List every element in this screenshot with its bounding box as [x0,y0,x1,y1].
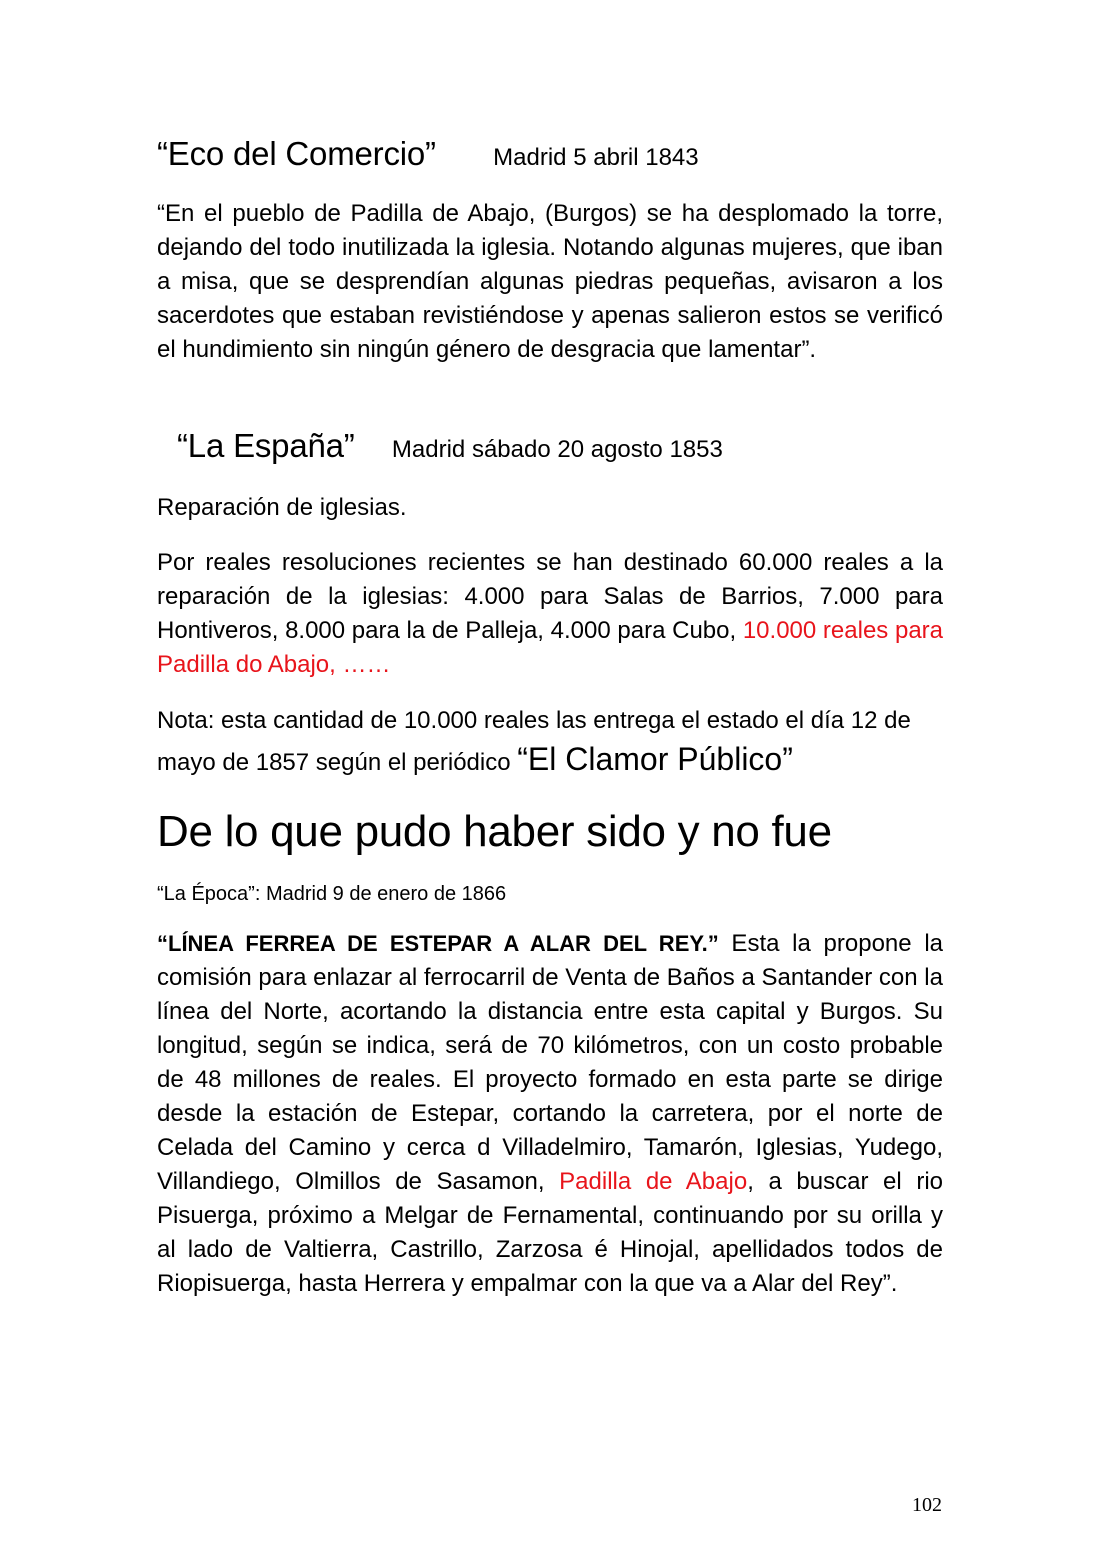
article-body-eco: “En el pueblo de Padilla de Abajo, (Burgos) se ha desplomado la torre, dejando del todo inutilizada la iglesia. Notando algunas mujeres, que iban a misa, que se desprendían algunas piedras pequeñas, avisaron a los sacerdotes que estaban revistiéndose y apenas salieron estos se verificó el hundimiento sin ningún género de desgracia que lamentar”. [157,200,943,363]
newspaper-title: “Eco del Comercio” [157,135,436,172]
highlight-text: Padilla de Abajo [559,1168,748,1195]
page-number: 102 [912,1494,942,1516]
subtitle-text: Reparación de iglesias [157,494,400,521]
section-eco-header [157,132,943,180]
newspaper-title: “La España” [177,427,355,464]
article-subtitle [157,491,943,525]
note-newspaper-title: “El Clamor Público” [517,741,793,777]
note-paragraph [157,702,957,782]
section-espana-header [177,424,963,472]
article-body-epoca [157,927,943,1301]
article-body-espana [157,546,943,682]
source-line: “La Época”: Madrid 9 de enero de 1866 [157,883,507,905]
highlight-text: 10.000 reales para Padilla do Abajo, …… [157,617,944,678]
newspaper-date: Madrid sábado 20 agosto 1853 [391,436,723,463]
article-bold-title: “LÍNEA FERREA DE ESTEPAR A ALAR DEL REY.” [157,931,719,956]
newspaper-date: Madrid 5 abril 1843 [493,144,699,171]
subtitle-period: . [399,494,407,521]
body-text: , a buscar el rio Pisuerga, próximo a Melgar de Fernamental, continuando por su orilla y al lado de Valtierra, Castrillo, Zarzosa é Hinojal, apellidados todos de Riopisuerga, hasta Herrera y empalmar con la que va a Alar del Rey”. [157,1168,944,1297]
section-heading: De lo que pudo haber sido y no fue [157,807,832,856]
body-text: Esta la propone la comisión para enlazar al ferrocarril de Venta de Baños a Santander con la línea del Norte, acortando la distancia entre esta capital y Burgos. Su longitud, según se indica, será de 70 kilómetros, con un costo probable de 48 millones de reales. El proyecto formado en esta parte se dirige desde la estación de Estepar, cortando la carretera, por el norte de Celada del Camino y cerca d Villadelmiro, Tamarón, Iglesias, Yudego, Villandiego, Olmillos de Sasamon, [157,930,943,1195]
body-text: Por reales resoluciones recientes se han destinado 60.000 reales a la reparación de la iglesias: 4.000 para Salas de Barrios, 7.000 para Hontiveros, 8.000 para la de Palleja, 4.000 para Cubo, [157,549,943,644]
note-text: Nota: esta cantidad de 10.000 reales las entrega el estado el día 12 de mayo de 1857 según el periódico [157,707,911,776]
